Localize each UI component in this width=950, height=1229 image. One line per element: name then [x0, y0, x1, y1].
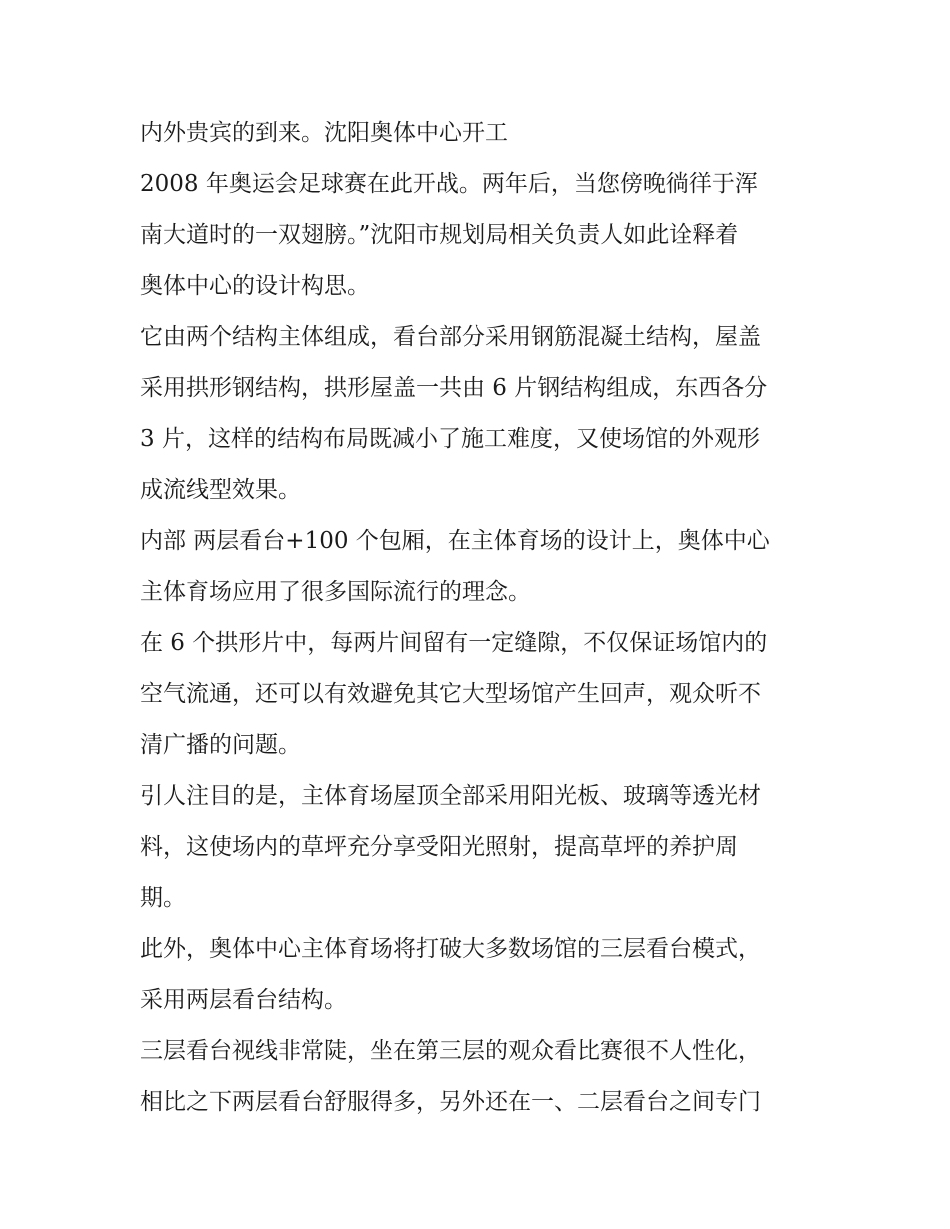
text-line: 清广播的问题。 — [140, 732, 301, 758]
text-line: 在 6 个拱形片中，每两片间留有一定缝隙，不仅保证场馆内的 — [140, 630, 768, 656]
text-line: 此外，奥体中心主体育场将打破大多数场馆的三层看台模式， — [140, 936, 761, 962]
text-line: 三层看台视线非常陡，坐在第三层的观众看比赛很不人性化， — [140, 1038, 761, 1064]
text-line: 2008 年奥运会足球赛在此开战。两年后，当您傍晚徜徉于浑 — [140, 171, 758, 197]
text-line: 成流线型效果。 — [140, 477, 301, 503]
text-line: 3 片，这样的结构布局既减小了施工难度，又使场馆的外观形 — [140, 426, 760, 452]
text-line: 采用两层看台结构。 — [140, 987, 347, 1013]
text-line: 南大道时的一双翅膀。”沈阳市规划局相关负责人如此诠释着 — [140, 222, 739, 248]
text-line: 空气流通，还可以有效避免其它大型场馆产生回声，观众听不 — [140, 681, 761, 707]
text-line: 内部 两层看台+100 个包厢，在主体育场的设计上，奥体中心 — [140, 528, 770, 554]
text-line: 引人注目的是，主体育场屋顶全部采用阳光板、玻璃等透光材 — [140, 783, 761, 809]
text-line: 内外贵宾的到来。沈阳奥体中心开工 — [140, 120, 508, 146]
text-line: 采用拱形钢结构，拱形屋盖一共由 6 片钢结构组成，东西各分 — [140, 375, 768, 401]
text-line: 奥体中心的设计构思。 — [140, 273, 370, 299]
text-line: 期。 — [140, 885, 186, 911]
text-line: 相比之下两层看台舒服得多，另外还在一、二层看台之间专门 — [140, 1089, 761, 1115]
text-line: 主体育场应用了很多国际流行的理念。 — [140, 579, 531, 605]
document-body — [140, 108, 830, 1128]
text-line: 它由两个结构主体组成，看台部分采用钢筋混凝土结构，屋盖 — [140, 324, 761, 350]
text-line: 料，这使场内的草坪充分享受阳光照射，提高草坪的养护周 — [140, 834, 738, 860]
